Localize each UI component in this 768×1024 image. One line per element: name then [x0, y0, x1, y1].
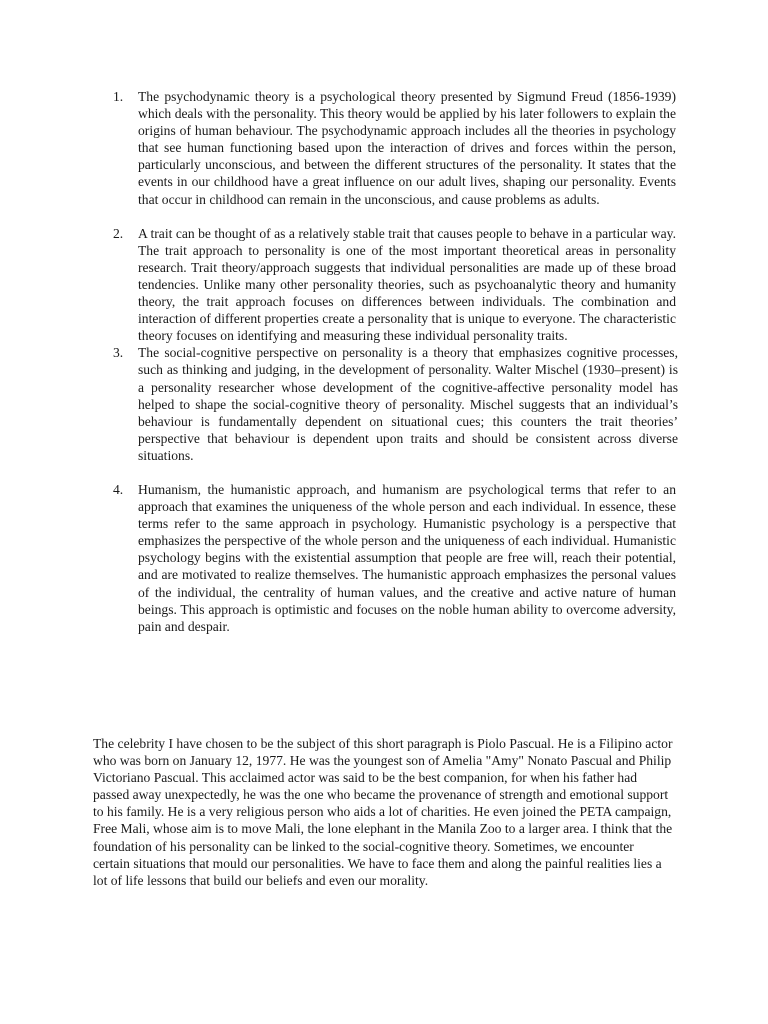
list-item-number: 3.: [113, 345, 124, 361]
theory-list: [113, 88, 676, 635]
list-item-text: Humanism, the humanistic approach, and humanism are psychological terms that refer to an approach that examines the uniqueness of the whole person and each individual. In essence, these terms refer to the same approach in psychology. Humanistic psychology is a perspective that emphasizes the perspective of the whole person and the uniqueness of each individual. Humanistic psychology begins with the existential assumption that people are free will, reach their potential, and are motivated to realize themselves. The humanistic approach emphasizes the personal values of the individual, the centrality of human values, and the creative and active nature of human beings. This approach is optimistic and focuses on the noble human ability to overcome adversity, pain and despair.: [138, 481, 676, 634]
list-item-social-cognitive: [113, 344, 678, 464]
list-item-number: 2.: [113, 225, 124, 241]
list-item-text: The social-cognitive perspective on personality is a theory that emphasizes cognitive processes, such as thinking and judging, in the development of personality. Walter Mischel (1930–present) is a personality researcher whose development of the cognitive-affective personality model has helped to shape the social-cognitive theory of personality. Mischel suggests that an individual’s behaviour is fundamentally dependent on situational cues; this counters the trait theories’ perspective that behaviour is dependent upon traits and should be consistent across diverse situations.: [138, 345, 678, 463]
list-item-trait: [113, 225, 676, 345]
list-item-text: A trait can be thought of as a relatively stable trait that causes people to behave in a particular way. The trait approach to personality is one of the most important theoretical areas in personality research. Trait theory/approach suggests that individual personalities are made up of these broad tendencies. Unlike many other personality theories, such as psychoanalytic theory and humanity theory, the trait approach focuses on differences between individuals. The combination and interaction of different properties create a personality that is unique to everyone. The characteristic theory focuses on identifying and measuring these individual personality traits.: [138, 225, 676, 344]
list-item-number: 4.: [113, 481, 124, 497]
list-item-humanism: [113, 481, 676, 635]
list-item-number: 1.: [113, 89, 124, 104]
celebrity-paragraph: The celebrity I have chosen to be the subject of this short paragraph is Piolo Pascual. He is a Filipino actor who was born on January 12, 1977. He was the youngest son of Amelia "Amy" Nonato Pascual and Philip Victoriano Pascual. This acclaimed actor was said to be the best companion, for when his father had passed away unexpectedly, he was the one who became the provenance of strength and emotional support to his family. He is a very religious person who aids a lot of charities. He even joined the PETA campaign, Free Mali, whose aim is to move Mali, the lone elephant in the Manila Zoo to a larger area. I think that the foundation of his personality can be linked to the social-cognitive theory. Sometimes, we encounter certain situations that mould our personalities. We have to face them and along the painful realities lies a lot of life lessons that build our beliefs and even our morality.: [93, 736, 673, 888]
list-item-text: The psychodynamic theory is a psychological theory presented by Sigmund Freud (1856-1939) which deals with the personality. This theory would be applied by his later followers to explain the origins of human behaviour. The psychodynamic approach includes all the theories in psychology that see human functioning based upon the interaction of drives and forces within the person, particularly unconscious, and between the different structures of the personality. It states that the events in our childhood have a great influence on our adult lives, shaping our personality. Events that occur in childhood can remain in the unconscious, and cause problems as adults.: [138, 89, 676, 207]
list-item-psychodynamic: [113, 88, 676, 208]
